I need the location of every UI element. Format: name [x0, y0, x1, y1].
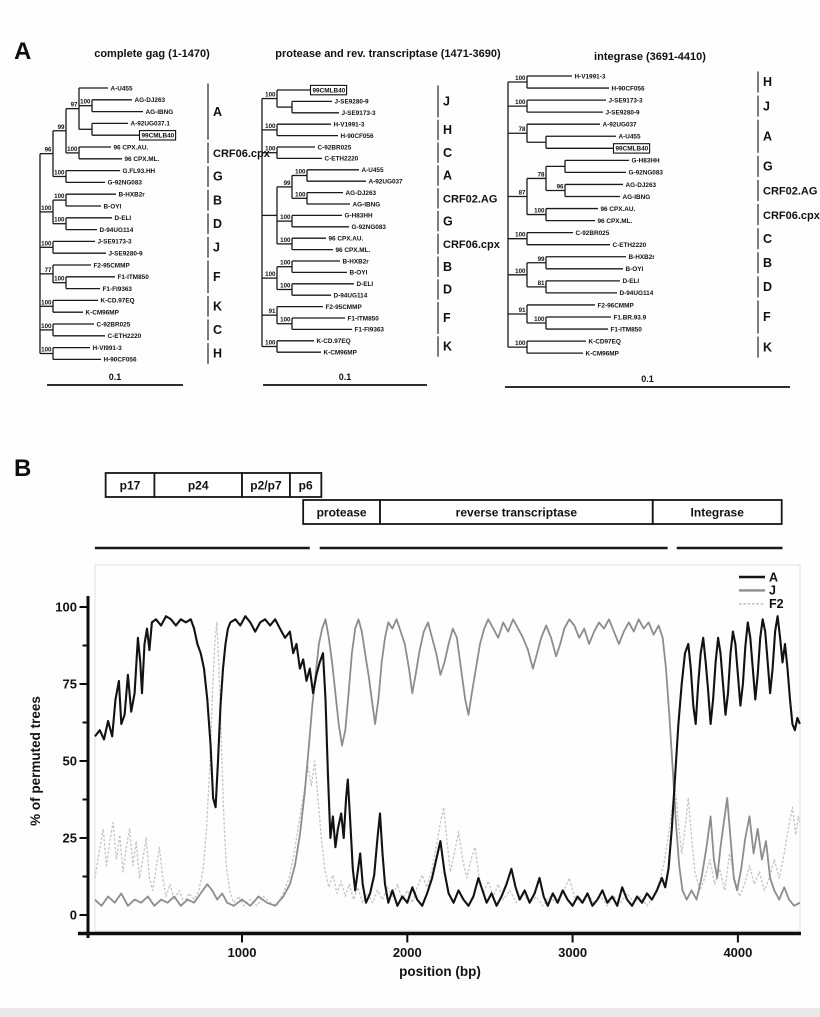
taxon-label: K-CD.97EQ: [100, 297, 135, 305]
scan-edge-strip: [0, 1008, 820, 1017]
gene-box-label: p17: [119, 478, 141, 493]
bootstrap-value: 100: [295, 191, 306, 199]
bootstrap-value: 100: [515, 75, 526, 83]
taxon-label: D-94UG114: [99, 226, 134, 234]
gene-box-label: protease: [316, 505, 367, 520]
taxon-label: F2-95CMMP: [325, 303, 362, 311]
taxon-label: B-OYI: [349, 269, 368, 277]
scale-bar-label: 0.1: [641, 374, 654, 384]
taxon-label: 96 CPX.AU.: [328, 235, 364, 243]
legend-label-F2: F2: [769, 597, 784, 612]
taxon-label: J-SE9173-3: [97, 238, 132, 246]
phylogenetic-trees-panel: [0, 0, 820, 452]
clade-label: C: [763, 231, 773, 246]
taxon-label: K-CM96MP: [585, 350, 619, 358]
taxon-label: B-OYI: [103, 203, 122, 211]
y-tick-label: 100: [55, 599, 77, 615]
clade-label: F: [763, 310, 771, 325]
bootstrap-value: 100: [515, 340, 526, 348]
taxon-label: D-94UG114: [333, 292, 368, 300]
taxon-label: C-92BR025: [317, 144, 352, 152]
bootstrap-value: 100: [265, 271, 276, 279]
y-tick-label: 50: [62, 753, 77, 769]
clade-label: J: [443, 94, 450, 109]
legend-label-J: J: [769, 583, 776, 598]
taxon-label: 99CMLB40: [141, 132, 175, 140]
taxon-label: A-U455: [110, 85, 133, 93]
taxon-label: H-V1991-3: [574, 73, 606, 81]
taxon-label: H-90CF056: [611, 85, 645, 93]
clade-label: C: [213, 323, 223, 338]
tree-title: integrase (3691-4410): [594, 51, 706, 63]
gene-box-label: p2/p7: [250, 478, 282, 493]
taxon-label: C-ETH2220: [107, 333, 142, 341]
clade-label: A: [213, 104, 223, 119]
taxon-label: F1-ITM850: [610, 326, 642, 334]
taxon-label: AG-DJ263: [625, 181, 657, 189]
bootstrap-value: 100: [280, 282, 291, 290]
gene-box-label: reverse transcriptase: [455, 505, 578, 520]
clade-label: CRF02.AG: [763, 185, 818, 198]
scale-bar-label: 0.1: [108, 372, 122, 382]
clade-label: A: [763, 129, 773, 144]
clade-label: CRF06.cpx: [213, 148, 270, 161]
taxon-label: B-HXB2r: [628, 254, 655, 262]
bootstrap-value: 100: [280, 259, 291, 267]
taxon-label: J-SE9280-9: [108, 250, 143, 258]
tree-title: protease and rev. transcriptase (1471-3690): [275, 48, 501, 60]
bootstrap-value: 100: [41, 346, 52, 354]
x-tick-label: 3000: [558, 945, 588, 960]
bootstrap-value: 100: [280, 236, 291, 244]
taxon-label: G-92NG083: [628, 169, 663, 177]
taxon-label: AG-IBNG: [622, 193, 651, 201]
bootstrap-value: 100: [54, 216, 65, 224]
clade-label: J: [763, 99, 770, 114]
clade-label: H: [213, 346, 223, 361]
taxon-label: K-CM96MP: [323, 349, 357, 357]
taxon-label: G-H83HH: [344, 212, 373, 220]
taxon-label: J-SE9280-9: [605, 109, 640, 117]
taxon-label: K-CD97EQ: [588, 338, 621, 346]
bootstrap-value: 91: [268, 308, 276, 316]
gene-box-label: p24: [187, 478, 209, 493]
taxon-label: AG-DJ263: [345, 189, 377, 197]
taxon-label: 96 CPX.ML.: [335, 246, 371, 254]
bootstrap-value: 100: [515, 99, 526, 107]
bootstrap-value: 100: [280, 214, 291, 222]
taxon-label: C-92BR025: [575, 229, 610, 237]
bootstrap-value: 100: [54, 169, 65, 177]
taxon-label: A-92UG037: [602, 121, 637, 129]
clade-label: G: [443, 214, 453, 229]
bootstrap-value: 100: [54, 193, 65, 201]
taxon-label: J-SE9173-3: [608, 97, 643, 105]
panel-a-label: A: [14, 38, 32, 65]
bootstrap-value: 91: [518, 306, 526, 314]
taxon-label: F1-ITM850: [117, 274, 149, 282]
bootstrap-value: 100: [515, 231, 526, 239]
clade-label: CRF02.AG: [443, 193, 498, 206]
clade-label: CRF06.cpx: [443, 239, 500, 252]
scale-bar-label: 0.1: [338, 372, 352, 382]
series-line-F2: [95, 622, 800, 905]
taxon-label: B-HXB2r: [118, 191, 145, 199]
taxon-label: G-H83HH: [631, 157, 660, 165]
bootstrap-value: 96: [556, 183, 564, 191]
taxon-label: F2-96CMMP: [597, 302, 634, 310]
clade-label: H: [443, 123, 453, 138]
taxon-label: AG-IBNG: [145, 108, 174, 116]
clade-label: A: [443, 168, 453, 183]
bootstrap-value: 100: [515, 267, 526, 275]
panel-b-label: B: [14, 455, 32, 482]
bootstrap-value: 81: [537, 279, 545, 287]
bootstrap-value: 99: [537, 255, 545, 263]
legend-label-A: A: [769, 570, 779, 585]
clade-label: B: [763, 255, 773, 270]
taxon-label: A-U455: [361, 167, 384, 175]
bootstrap-value: 77: [44, 266, 52, 274]
gene-box-label: p6: [298, 478, 313, 493]
taxon-label: D-94UG114: [619, 290, 654, 298]
y-tick-label: 25: [62, 830, 77, 846]
taxon-label: K-CD.97EQ: [316, 338, 351, 346]
gene-box-label: Integrase: [690, 505, 744, 520]
taxon-label: D-ELI: [622, 278, 640, 286]
bootstrap-value: 100: [80, 98, 91, 106]
taxon-label: F1.BR.93.9: [613, 314, 647, 322]
taxon-label: B-HXB2r: [342, 258, 369, 266]
taxon-label: 96 CPX.AU.: [600, 205, 636, 213]
clade-label: K: [213, 299, 223, 314]
taxon-label: AG-IBNG: [352, 201, 381, 209]
bootstrap-value: 97: [70, 101, 78, 109]
taxon-label: D-ELI: [114, 215, 132, 223]
bootstrap-value: 87: [518, 189, 526, 197]
taxon-label: A-U455: [618, 133, 641, 141]
taxon-label: 96 CPX.ML.: [124, 156, 160, 164]
taxon-label: G-92NG083: [351, 224, 386, 232]
bootstrap-value: 100: [67, 145, 78, 153]
clade-label: J: [213, 240, 220, 255]
clade-label: B: [213, 193, 223, 208]
clade-label: D: [763, 280, 773, 295]
clade-label: K: [763, 340, 773, 355]
taxon-label: F1-FI9363: [354, 326, 384, 334]
taxon-label: K-CM96MP: [85, 309, 119, 317]
taxon-label: AG-DJ263: [134, 97, 166, 105]
bootstrap-value: 78: [537, 171, 545, 179]
bootscan-plot-panel: [0, 455, 820, 1017]
taxon-label: H-VI991-3: [92, 344, 122, 352]
clade-label: D: [213, 216, 223, 231]
y-tick-label: 0: [69, 907, 77, 923]
x-tick-label: 1000: [227, 945, 257, 960]
clade-label: H: [763, 75, 773, 90]
clade-label: D: [443, 282, 453, 297]
bootstrap-value: 100: [295, 168, 306, 176]
taxon-label: G-92NG083: [107, 179, 142, 187]
bootstrap-value: 100: [41, 322, 52, 330]
bootstrap-value: 100: [265, 122, 276, 130]
bootstrap-value: 100: [534, 316, 545, 324]
bootstrap-value: 99: [283, 179, 291, 187]
bootstrap-value: 96: [44, 146, 52, 154]
plot-frame: [95, 565, 800, 931]
bootstrap-value: 100: [265, 91, 276, 99]
bootstrap-value: 100: [534, 207, 545, 215]
y-tick-label: 75: [62, 676, 77, 692]
taxon-label: C-92BR025: [96, 321, 131, 329]
bootstrap-value: 100: [41, 204, 52, 212]
bootstrap-value: 100: [265, 339, 276, 347]
taxon-label: A-92UG037: [368, 178, 403, 186]
tree-title: complete gag (1-1470): [94, 48, 210, 60]
taxon-label: F1-FI9363: [102, 285, 132, 293]
x-tick-label: 2000: [392, 945, 422, 960]
taxon-label: F2-95CMMP: [93, 262, 130, 270]
bootstrap-value: 100: [280, 316, 291, 324]
taxon-label: 99CMLB40: [312, 87, 346, 95]
clade-label: G: [763, 159, 773, 174]
x-axis-title: position (bp): [399, 964, 481, 979]
taxon-label: H-V1991-3: [333, 121, 365, 129]
bootstrap-value: 100: [54, 275, 65, 283]
bootstrap-value: 100: [41, 299, 52, 307]
taxon-label: H-90CF056: [340, 132, 374, 140]
taxon-label: D-ELI: [356, 281, 374, 289]
clade-label: F: [443, 311, 451, 326]
taxon-label: B-OYI: [625, 266, 644, 274]
taxon-label: C-ETH2220: [324, 155, 359, 163]
taxon-label: 96 CPX.AU.: [113, 144, 149, 152]
clade-label: K: [443, 339, 453, 354]
bootstrap-value: 100: [265, 145, 276, 153]
clade-label: C: [443, 145, 453, 160]
tree-1: [40, 48, 271, 385]
taxon-label: F1-ITM850: [347, 315, 379, 323]
bootstrap-value: 78: [518, 126, 526, 134]
bootstrap-value: 99: [57, 123, 65, 131]
taxon-label: 96 CPX.ML.: [597, 217, 633, 225]
taxon-label: 99CMLB40: [615, 145, 649, 153]
tree-3: [505, 51, 820, 387]
clade-label: G: [213, 169, 223, 184]
y-axis-title: % of permuted trees: [28, 696, 43, 826]
clade-label: F: [213, 270, 221, 284]
clade-label: CRF06.cpx: [763, 209, 820, 222]
taxon-label: J-SE9280-9: [334, 98, 369, 106]
clade-label: B: [443, 259, 453, 274]
taxon-label: H-90CF056: [103, 356, 137, 364]
x-tick-label: 4000: [723, 945, 753, 960]
tree-2: [262, 48, 501, 385]
taxon-label: C-ETH2220: [612, 242, 647, 249]
taxon-label: J-SE9173-3: [341, 110, 376, 118]
taxon-label: G.FL93.HH: [122, 167, 156, 175]
taxon-label: A-92UG037.1: [130, 120, 170, 128]
bootstrap-value: 100: [41, 240, 52, 248]
